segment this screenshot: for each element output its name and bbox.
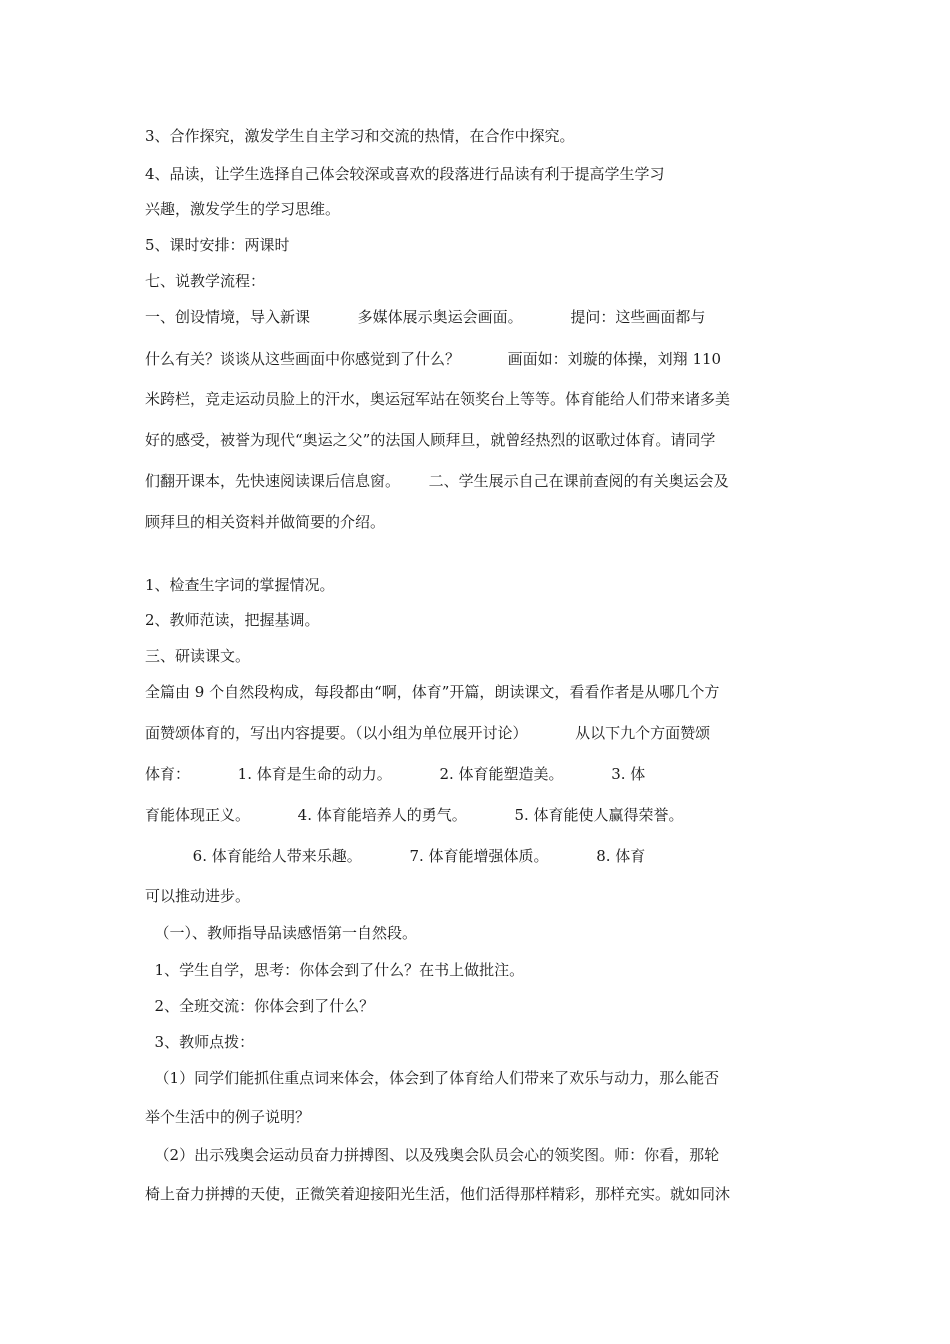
text-line: 2、教师范读，把握基调。 xyxy=(145,611,320,629)
text-line: 体育： 1. 体育是生命的动力。 2. 体育能塑造美。 3. 体 xyxy=(145,765,646,783)
text-line: 4、品读，让学生选择自己体会较深或喜欢的段落进行品读有利于提高学生学习 xyxy=(145,165,665,183)
text-line: 们翻开课本，先快速阅读课后信息窗。 二、学生展示自己在课前查阅的有关奥运会及 xyxy=(145,472,729,490)
text-line: 1、检查生字词的掌握情况。 xyxy=(145,576,335,594)
text-line: 米跨栏，竞走运动员脸上的汗水，奥运冠军站在领奖台上等等。体育能给人们带来诸多美 xyxy=(145,390,731,408)
text-line: 全篇由 9 个自然段构成，每段都由“啊，体育”开篇，朗读课文，看看作者是从哪几个方 xyxy=(145,683,720,701)
text-line: 5、课时安排：两课时 xyxy=(145,236,290,254)
text-line: 可以推动进步。 xyxy=(145,887,251,905)
text-line: 2、全班交流：你体会到了什么？ xyxy=(145,997,375,1015)
text-line: 七、说教学流程： xyxy=(145,272,266,290)
text-line: 面赞颂体育的，写出内容提要。（以小组为单位展开讨论） 从以下九个方面赞颂 xyxy=(145,724,711,742)
text-line: 育能体现正义。 4. 体育能培养人的勇气。 5. 体育能使人赢得荣誉。 xyxy=(145,806,684,824)
text-line: 举个生活中的例子说明？ xyxy=(145,1108,311,1126)
text-line: 3、教师点拨： xyxy=(145,1033,255,1051)
text-line: 椅上奋力拼搏的天使，正微笑着迎接阳光生活，他们活得那样精彩，那样充实。就如同沐 xyxy=(145,1185,731,1203)
text-line: 6. 体育能给人带来乐趣。 7. 体育能增强体质。 8. 体育 xyxy=(145,847,646,865)
text-line: （1）同学们能抓住重点词来体会，体会到了体育给人们带来了欢乐与动力，那么能否 xyxy=(145,1069,720,1087)
text-line: 三、研读课文。 xyxy=(145,647,251,665)
text-line: （2）出示残奥会运动员奋力拼搏图、以及残奥会队员会心的领奖图。师：你看，那轮 xyxy=(145,1146,720,1164)
text-line: 3、合作探究，激发学生自主学习和交流的热情，在合作中探究。 xyxy=(145,127,575,145)
text-line: （一）、教师指导品读感悟第一自然段。 xyxy=(145,924,418,942)
text-line: 1、学生自学，思考：你体会到了什么？在书上做批注。 xyxy=(145,961,525,979)
text-line: 一、创设情境，导入新课 多媒体展示奥运会画面。 提问：这些画面都与 xyxy=(145,308,706,326)
text-line: 好的感受，被誉为现代“奥运之父”的法国人顾拜旦，就曾经热烈的讴歌过体育。请同学 xyxy=(145,431,716,449)
text-line: 什么有关？谈谈从这些画面中你感觉到了什么？ 画面如：刘璇的体操，刘翔 110 xyxy=(145,350,722,368)
text-line: 兴趣，激发学生的学习思维。 xyxy=(145,200,341,218)
text-line: 顾拜旦的相关资料并做简要的介绍。 xyxy=(145,513,386,531)
